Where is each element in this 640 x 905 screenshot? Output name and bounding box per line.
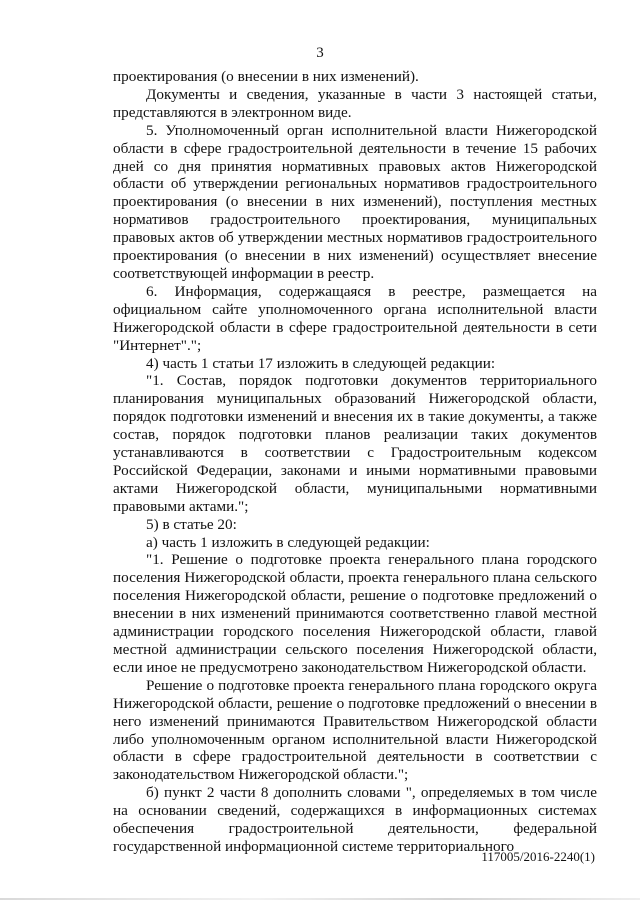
paragraph-article-20-part-1: "1. Решение о подготовке проекта генерального плана городского поселения Нижегородской области, проекта генерального плана сельского поселения Нижегородской области, решение о подготовке предложений о внесении в них изменений принимаются соответственно главой местной администрации городского поселения Нижегородской области, главой местной администрации сельского поселения Нижегородской области, если иное не предусмотрено законодательством Нижегородской области. [113,551,597,676]
paragraph-article-17-part-1: "1. Состав, порядок подготовки документов территориального планирования муниципальных образований Нижегородской области, порядок подготовки изменений и внесения их в такие документы, а также состав, порядок подготовки планов реализации таких документов устанавливаются в соответствии с Градостроительным кодексом Российской Федерации, законами и иными нормативными правовыми актами Нижегородской области, муниципальными нормативными правовыми актами."; [113,372,597,515]
paragraph-amendment-5b: б) пункт 2 части 8 дополнить словами ", определяемых в том числе на основании сведений, содержащихся в информационных системах обеспечения градостроительной деятельности, федеральной государственной информационной системе территориального [113,784,597,855]
paragraph-urban-district-decision: Решение о подготовке проекта генерального плана городского округа Нижегородской области, решение о подготовке предложений о внесении в него изменений принимаются Правительством Нижегородской области либо уполномоченным органом исполнительной власти Нижегородской области в сфере градостроительной деятельности в соответствии с законодательством Нижегородской области."; [113,676,597,784]
paragraph-documents-electronic: Документы и сведения, указанные в части 3 настоящей статьи, представляются в электронном виде. [113,85,597,121]
document-id: 117005/2016-2240(1) [481,849,595,864]
scan-edge-line [0,898,640,900]
paragraph-amendment-5a: а) часть 1 изложить в следующей редакции: [146,533,430,551]
paragraph-item-6: 6. Информация, содержащаяся в реестре, размещается на официальном сайте уполномоченного органа исполнительной власти Нижегородской области в сфере градостроительной деятельности в сети "Интернет"."; [113,282,597,354]
paragraph-item-5: 5. Уполномоченный орган исполнительной власти Нижегородской области в сфере градостроительной деятельности в течение 15 рабочих дней со дня принятия нормативных правовых актов Нижегородской области об утверждении региональных нормативов градостроительного проектирования (о внесении в них изменений), поступления местных нормативов градостроительного проектирования, муниципальных правовых актов об утверждении местных нормативов градостроительного проектирования (о внесении в них изменений) осуществляет внесение соответствующей информации в реестр. [113,121,597,282]
paragraph-continuation: проектирования (о внесении в них изменений). [113,68,419,85]
paragraph-amendment-5: 5) в статье 20: [146,515,237,533]
document-body [113,68,597,856]
page-number: 3 [316,45,324,61]
paragraph-amendment-4: 4) часть 1 статьи 17 изложить в следующей редакции: [146,354,496,372]
